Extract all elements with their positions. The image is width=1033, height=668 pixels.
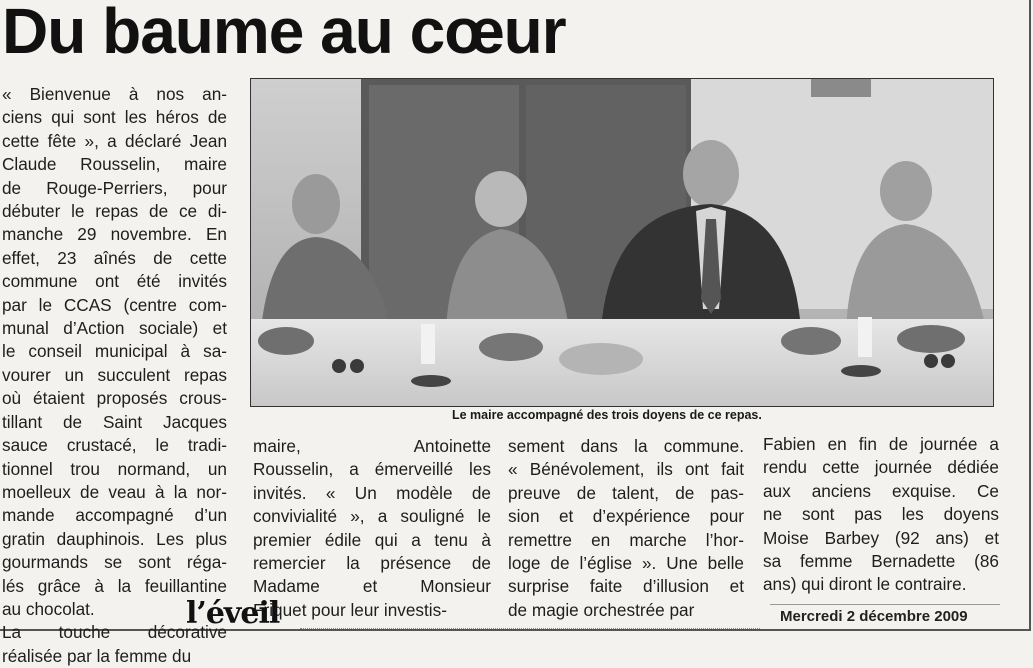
article-text-line: Moise Barbey (92 ans) et xyxy=(763,527,999,548)
article-text-line: Claude Rousselin, maire xyxy=(2,154,227,175)
article-text-line: tillant de Saint Jacques xyxy=(2,411,227,432)
article-text-line: aux anciens exquise. Ce xyxy=(763,480,999,501)
footer-rule xyxy=(300,628,760,629)
article-text-line: loge de l’église ». Une belle xyxy=(508,553,744,574)
article-text-line: vourer un succulent repas xyxy=(2,364,227,385)
article-text-line: où étaient proposés crous- xyxy=(2,388,227,409)
article-text-line: Rousselin, a émerveillé les xyxy=(253,459,491,480)
article-text-line: sement dans la commune. xyxy=(508,436,744,456)
article-text-line: commune ont été invités xyxy=(2,271,227,292)
article-text-line: réalisée par la femme du xyxy=(2,645,192,666)
article-text-line: tionnel trou normand, un xyxy=(2,458,227,479)
article-text-line: preuve de talent, de pas- xyxy=(508,482,744,503)
article-text-line: moelleux de veau à la nor- xyxy=(2,481,227,502)
article-text-line: sauce crustacé, le tradi- xyxy=(2,435,227,456)
article-headline: Du baume au cœur xyxy=(2,0,566,67)
article-text-line: cette fête », a déclaré Jean xyxy=(2,130,227,151)
article-text-line: convivialité », a souligné le xyxy=(253,506,491,527)
article-column-1 xyxy=(2,83,227,668)
article-text-line: remercier la présence de xyxy=(253,553,491,574)
article-text-line: premier édile qui a tenu à xyxy=(253,529,491,550)
article-text-line: Friquet pour leur investis- xyxy=(253,599,447,620)
footer-divider xyxy=(770,604,1000,605)
article-text-line: ne sont pas les doyens xyxy=(763,504,999,525)
photo-caption: Le maire accompagné des trois doyens de ce repas. xyxy=(452,408,762,422)
article-text-line: mande accompagné d’un xyxy=(2,505,227,526)
article-text-line: Fabien en fin de journée a xyxy=(763,434,999,454)
article-text-line: débuter le repas de ce di- xyxy=(2,201,227,222)
article-text-line: La touche décorative xyxy=(2,622,227,643)
article-text-line: rendu cette journée dédiée xyxy=(763,457,999,478)
article-text-line: « Bénévolement, ils ont fait xyxy=(508,459,744,480)
article-column-2 xyxy=(253,435,491,622)
article-photo xyxy=(250,78,994,407)
article-text-line: effet, 23 aînés de cette xyxy=(2,247,227,268)
article-text-line: munal d’Action sociale) et xyxy=(2,318,227,339)
article-text-line: le conseil municipal à sa- xyxy=(2,341,227,362)
article-text-line: « Bienvenue à nos an- xyxy=(2,84,227,104)
article-text-line: remettre en marche l’hor- xyxy=(508,529,744,550)
article-text-line: invités. « Un modèle de xyxy=(253,482,491,503)
article-text-line: maire, Antoinette xyxy=(253,436,491,456)
article-text-line: gratin dauphinois. Les plus xyxy=(2,528,227,549)
article-text-line: lés grâce à la feuillantine xyxy=(2,575,227,596)
photo-image xyxy=(251,79,993,406)
article-text-line: surprise faite d’illusion et xyxy=(508,576,744,597)
article-text-line: par le CCAS (centre com- xyxy=(2,294,227,315)
article-text-line: de magie orchestrée par xyxy=(508,599,695,620)
article-text-line: manche 29 novembre. En xyxy=(2,224,227,245)
newspaper-logo: l’éveil xyxy=(186,596,280,631)
article-column-4 xyxy=(763,433,999,597)
publication-date: Mercredi 2 décembre 2009 xyxy=(780,608,968,625)
article-text-line: de Rouge-Perriers, pour xyxy=(2,177,227,198)
article-text-line: gourmands se sont réga- xyxy=(2,552,227,573)
article-text-line: au chocolat. xyxy=(2,598,95,619)
article-column-3 xyxy=(508,435,744,622)
article-text-line: sa femme Bernadette (86 xyxy=(763,551,999,572)
article-text-line: Madame et Monsieur xyxy=(253,576,491,597)
article-text-line: sion et d’expérience pour xyxy=(508,506,744,527)
article-text-line: ans) qui diront le contraire. xyxy=(763,574,967,595)
article-text-line: ciens qui sont les héros de xyxy=(2,107,227,128)
